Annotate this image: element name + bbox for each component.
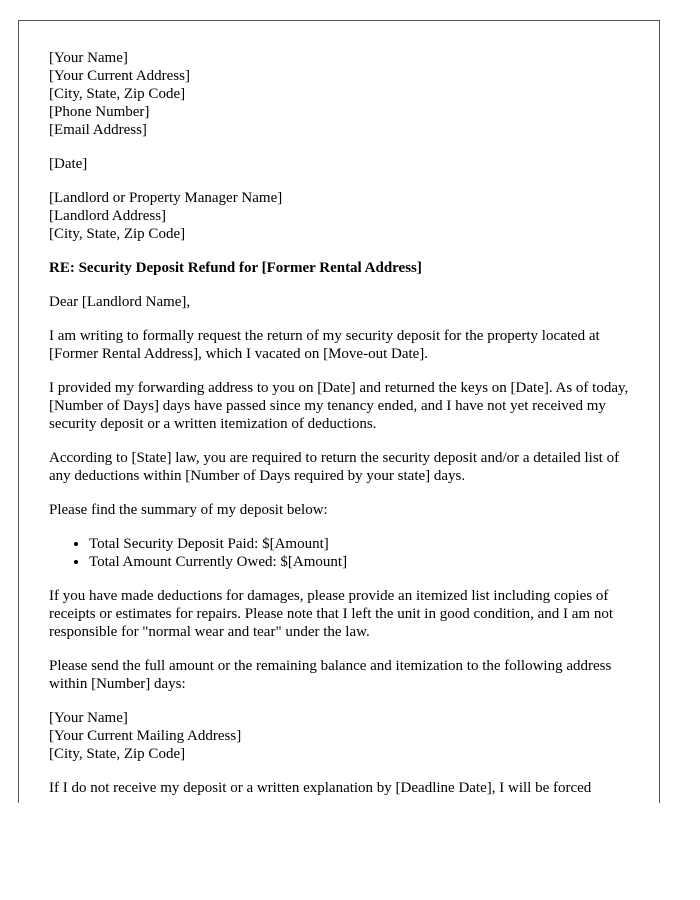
recipient-city-state-zip: [City, State, Zip Code] [49, 226, 186, 242]
paragraph-forwarding: I provided my forwarding address to you on [Date] and returned the keys on [Date]. As of today, [Number of Days] days have passed since my tenancy ended, and I have not yet received my security deposit or a written itemization of deductions. [49, 380, 629, 432]
sender-phone: [Phone Number] [49, 104, 150, 120]
date-block [49, 155, 639, 173]
letter-page [18, 20, 660, 803]
sender-block [49, 49, 639, 139]
mailing-city-state-zip: [City, State, Zip Code] [49, 746, 186, 762]
paragraph-deductions: If you have made deductions for damages, please provide an itemized list including copies of receipts or estimates for repairs. Please note that I left the unit in good condition, and I am not responsible for "normal wear and tear" under the law. [49, 588, 614, 640]
paragraph-law: According to [State] law, you are required to return the security deposit and/or a detailed list of any deductions within [Number of Days required by your state] days. [49, 450, 620, 484]
mailing-address: [Your Current Mailing Address] [49, 728, 242, 744]
sender-address: [Your Current Address] [49, 68, 190, 84]
letter-date: [Date] [49, 156, 88, 172]
list-item-amount-owed: • Total Amount Currently Owed: $[Amount] [89, 553, 639, 571]
deposit-summary-list [49, 535, 639, 571]
mailing-address-block [49, 709, 639, 763]
sender-email: [Email Address] [49, 122, 147, 138]
sender-city-state-zip: [City, State, Zip Code] [49, 86, 186, 102]
letter-body [49, 49, 639, 803]
recipient-block [49, 189, 639, 243]
mailing-name: [Your Name] [49, 710, 128, 726]
paragraph-summary-intro: Please find the summary of my deposit below: [49, 502, 328, 518]
recipient-address: [Landlord Address] [49, 208, 167, 224]
recipient-name: [Landlord or Property Manager Name] [49, 190, 283, 206]
paragraph-request: I am writing to formally request the return of my security deposit for the property located at [Former Rental Address], which I vacated on [Move-out Date]. [49, 328, 600, 362]
salutation: Dear [Landlord Name], [49, 294, 191, 310]
subject-line: RE: Security Deposit Refund for [Former Rental Address] [49, 260, 422, 276]
list-item-deposit-paid: • Total Security Deposit Paid: $[Amount] [89, 535, 639, 553]
paragraph-send-request: Please send the full amount or the remaining balance and itemization to the following address within [Number] days: [49, 658, 612, 692]
paragraph-deadline: If I do not receive my deposit or a written explanation by [Deadline Date], I will be forced [49, 780, 592, 796]
sender-name: [Your Name] [49, 50, 128, 66]
